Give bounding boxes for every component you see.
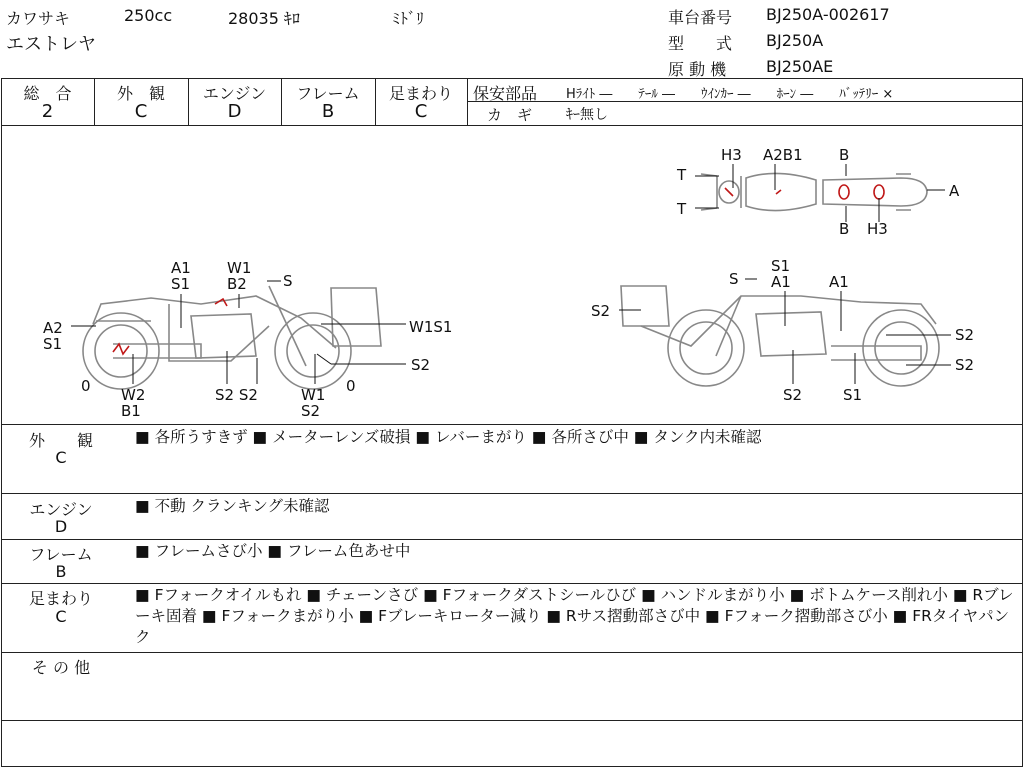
label-a2: A2	[43, 319, 63, 337]
grade-engine-value: D	[227, 101, 242, 122]
top-view-leaders	[695, 164, 945, 222]
color: ﾐﾄﾞﾘ	[392, 9, 425, 28]
label-s: S	[283, 272, 293, 290]
label-a2b1: A2B1	[763, 146, 803, 164]
section-suspension-grade: C	[55, 607, 67, 626]
label-s1: S1	[771, 257, 791, 275]
section-engine-title: エンジン	[29, 500, 93, 519]
label-a1: A1	[771, 273, 791, 291]
label-s2: S2	[955, 356, 975, 374]
label-w1: W1	[301, 386, 326, 404]
grade-frame-value: B	[321, 101, 335, 122]
key-value: ｷｰ無し	[566, 107, 608, 123]
frame-number-label: 車台番号	[668, 8, 733, 27]
section-exterior-grade: C	[55, 448, 67, 467]
section-engine-grade: D	[54, 517, 68, 536]
mileage: 28035 ｷﾛ	[228, 9, 300, 28]
label-s2: S2	[783, 386, 803, 404]
label-zero: 0	[81, 377, 91, 395]
top-view-marks	[725, 185, 884, 199]
label-zero: 0	[346, 377, 356, 395]
frame-number: BJ250A-002617	[766, 5, 890, 24]
divider	[467, 78, 468, 125]
label-b1: B1	[121, 402, 141, 420]
label-w1: W1	[227, 259, 252, 277]
type-label: 型 式	[668, 34, 733, 53]
section-suspension-text: ■ Fフォークオイルもれ ■ チェーンさび ■ Fフォークダストシールひび ■ ハンドルまがり小 ■ ボトムケース削れ小 ■ Rブレーキ固着 ■ Fフォークまがり小 ■ Fブレーキローター減り ■ Rサス摺動部さび中 ■ Fフォーク摺動部さび小 ■ FRタイヤパンク	[135, 586, 1014, 646]
section-engine-text: ■ 不動 クランキング未確認	[135, 497, 330, 515]
label-s: S	[729, 270, 739, 288]
section-frame-title: フレーム	[29, 545, 93, 564]
section-suspension-title: 足まわり	[28, 589, 93, 608]
model-name: エストレヤ	[6, 34, 96, 55]
label-w2: W2	[121, 386, 146, 404]
section-exterior-title: 外 観	[28, 431, 93, 450]
divider	[1, 583, 1023, 584]
label-t: T	[677, 200, 687, 218]
label-h3: H3	[867, 220, 888, 238]
divider	[1, 493, 1023, 494]
label-a1: A1	[829, 273, 849, 291]
maker: カワサキ	[6, 9, 71, 28]
section-other-title: そ の 他	[31, 658, 91, 677]
left-view-bike	[83, 286, 381, 389]
grade-exterior-label: 外 観	[116, 84, 165, 103]
label-b: B	[839, 220, 850, 238]
divider	[1, 424, 1023, 425]
label-b2: B2	[227, 275, 247, 293]
label-w1s1: W1S1	[409, 318, 453, 336]
grade-total-label: 総 合	[23, 84, 72, 103]
safety-parts-label: 保安部品	[473, 84, 538, 103]
section-frame-text: ■ フレームさび小 ■ フレーム色あせ中	[135, 542, 411, 560]
section-frame-grade: B	[55, 562, 67, 581]
displacement: 250cc	[124, 6, 173, 25]
top-view-bike	[701, 173, 927, 210]
grade-suspension-value: C	[414, 101, 428, 122]
right-view-bike	[621, 286, 939, 386]
label-s2: S2	[591, 302, 611, 320]
key-label: カ ギ	[487, 106, 533, 124]
label-s2: S2	[955, 326, 975, 344]
grade-frame-label: フレーム	[296, 84, 360, 103]
label-s2s2: S2 S2	[215, 386, 258, 404]
right-view-leaders	[619, 279, 951, 384]
left-view-labels	[43, 259, 452, 420]
label-a: A	[949, 182, 960, 200]
grade-total-value: 2	[41, 101, 54, 122]
label-h3: H3	[721, 146, 742, 164]
left-view-leaders	[71, 281, 406, 384]
grade-engine-label: エンジン	[202, 84, 267, 103]
label-b: B	[839, 146, 850, 164]
engine-model-value: BJ250AE	[766, 57, 834, 76]
grade-exterior-value: C	[134, 101, 148, 122]
damage-diagram	[1, 126, 1023, 424]
type-value: BJ250A	[766, 31, 824, 50]
engine-model-label: 原 動 機	[668, 60, 727, 79]
label-s1: S1	[43, 335, 63, 353]
label-s2: S2	[411, 356, 431, 374]
safety-parts-items: Hﾗｲﾄ ― ﾃｰﾙ ― ｳｲﾝｶｰ ― ﾎｰﾝ ― ﾊﾞｯﾃﾘｰ ×	[566, 87, 894, 102]
divider	[1, 652, 1023, 653]
label-s1: S1	[843, 386, 863, 404]
label-s1: S1	[171, 275, 191, 293]
divider	[1, 720, 1023, 721]
label-t: T	[677, 166, 687, 184]
label-a1: A1	[171, 259, 191, 277]
section-exterior-text: ■ 各所うすきず ■ メーターレンズ破損 ■ レバーまがり ■ 各所さび中 ■ タンク内未確認	[135, 428, 762, 446]
grade-suspension-label: 足まわり	[388, 84, 453, 103]
divider	[1, 539, 1023, 540]
label-s2: S2	[301, 402, 321, 420]
